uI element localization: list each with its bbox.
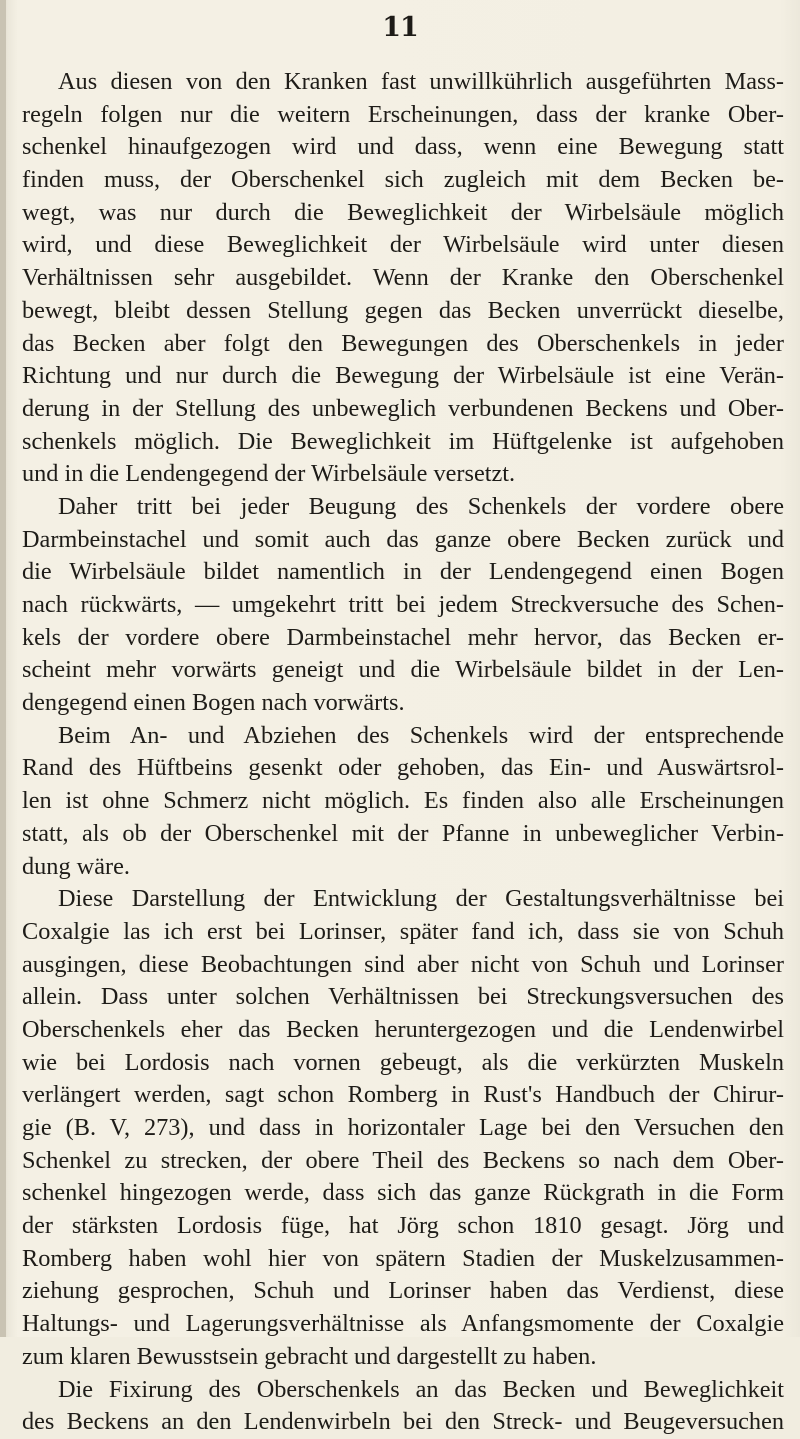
text-line: Coxalgie las ich erst bei Lorinser, später fand ich, dass sie von Schuh [22, 917, 784, 945]
text-line: Diese Darstellung der Entwicklung der Gestaltungsverhältnisse bei [58, 885, 784, 913]
text-line: Schenkel zu strecken, der obere Theil des Beckens so nach dem Ober- [22, 1146, 784, 1174]
text-line: des Beckens an den Lendenwirbeln bei den Streck- und Beugeversuchen [22, 1408, 784, 1436]
paragraph-4 [22, 883, 784, 1373]
text-line: kels der vordere obere Darmbeinstachel mehr hervor, das Becken er- [22, 623, 784, 651]
text-line: verlängert werden, sagt schon Romberg in Rust's Handbuch der Chirur- [22, 1081, 784, 1109]
text-line: ausgingen, diese Beobachtungen sind aber nicht von Schuh und Lorinser [22, 950, 784, 978]
text-line: regeln folgen nur die weitern Erscheinungen, dass der kranke Ober- [22, 100, 784, 128]
text-line: das Becken aber folgt den Bewegungen des Oberschenkels in jeder [22, 329, 784, 357]
text-line: allein. Dass unter solchen Verhältnissen bei Streckungsversuchen des [22, 983, 784, 1011]
text-line: ziehung gesprochen, Schuh und Lorinser haben das Verdienst, diese [22, 1277, 784, 1305]
text-line: Beim An- und Abziehen des Schenkels wird der entsprechende [58, 721, 784, 749]
text-line: wegt, was nur durch die Beweglichkeit der Wirbelsäule möglich [22, 198, 784, 226]
text-line: wird, und diese Beweglichkeit der Wirbelsäule wird unter diesen [22, 231, 784, 259]
text-line: schenkel hinaufgezogen wird und dass, wenn eine Bewegung statt [22, 133, 784, 161]
text-line: Oberschenkels eher das Becken heruntergezogen und die Lendenwirbel [22, 1015, 784, 1043]
text-line: gie (B. V, 273), und dass in horizontaler Lage bei den Versuchen den [22, 1114, 784, 1141]
text-line: Aus diesen von den Kranken fast unwillkührlich ausgeführten Mass- [58, 68, 784, 95]
text-line: bewegt, bleibt dessen Stellung gegen das Becken unverrückt dieselbe, [22, 296, 784, 324]
text-line: Daher tritt bei jeder Beugung des Schenkels der vordere obere [58, 492, 784, 520]
text-line: die Wirbelsäule bildet namentlich in der Lendengegend einen Bogen [22, 558, 784, 586]
paragraph-1 [22, 66, 784, 491]
text-line: Haltungs- und Lagerungsverhältnisse als Anfangsmomente der Coxalgie [22, 1310, 784, 1338]
text-line: dung wäre. [22, 852, 130, 880]
text-line: dengegend einen Bogen nach vorwärts. [22, 689, 405, 717]
text-line: scheint mehr vorwärts geneigt und die Wirbelsäule bildet in der Len- [22, 656, 784, 684]
text-line: Romberg haben wohl hier von spätern Stadien der Muskelzusammen- [22, 1244, 784, 1272]
text-line: schenkel hingezogen werde, dass sich das ganze Rückgrath in die Form [22, 1179, 784, 1207]
text-line: Darmbeinstachel und somit auch das ganze obere Becken zurück und [22, 525, 784, 553]
paragraph-2 [22, 491, 784, 720]
text-line: und in die Lendengegend der Wirbelsäule versetzt. [22, 460, 516, 488]
text-line: wie bei Lordosis nach vornen gebeugt, als die verkürzten Muskeln [22, 1048, 784, 1076]
page-number: 11 [382, 12, 418, 43]
text-line: der stärksten Lordosis füge, hat Jörg schon 1810 gesagt. Jörg und [22, 1212, 784, 1240]
text-line: finden muss, der Oberschenkel sich zugleich mit dem Becken be- [22, 166, 784, 194]
text-line: derung in der Stellung des unbeweglich verbundenen Beckens und Ober- [22, 394, 784, 422]
text-line: Richtung und nur durch die Bewegung der Wirbelsäule ist eine Verän- [22, 362, 784, 390]
text-line: Die Fixirung des Oberschenkels an das Becken und Beweglichkeit [58, 1375, 784, 1403]
text-line: nach rückwärts, — umgekehrt tritt bei jedem Streckversuche des Schen- [22, 591, 784, 618]
page-gutter [0, 0, 6, 1337]
text-line: schenkels möglich. Die Beweglichkeit im Hüftgelenke ist aufgehoben [22, 427, 784, 455]
paragraph-5 [22, 1374, 784, 1439]
text-line: zum klaren Bewusstsein gebracht und dargestellt zu haben. [22, 1342, 597, 1370]
paragraph-3 [22, 720, 784, 883]
text-line: Verhältnissen sehr ausgebildet. Wenn der Kranke den Oberschenkel [22, 264, 784, 292]
text-line: statt, als ob der Oberschenkel mit der Pfanne in unbeweglicher Verbin- [22, 819, 784, 847]
body-text [22, 66, 784, 1439]
text-line: len ist ohne Schmerz nicht möglich. Es finden also alle Erscheinungen [22, 787, 784, 815]
text-line: Rand des Hüftbeins gesenkt oder gehoben, das Ein- und Auswärtsrol- [22, 754, 784, 782]
